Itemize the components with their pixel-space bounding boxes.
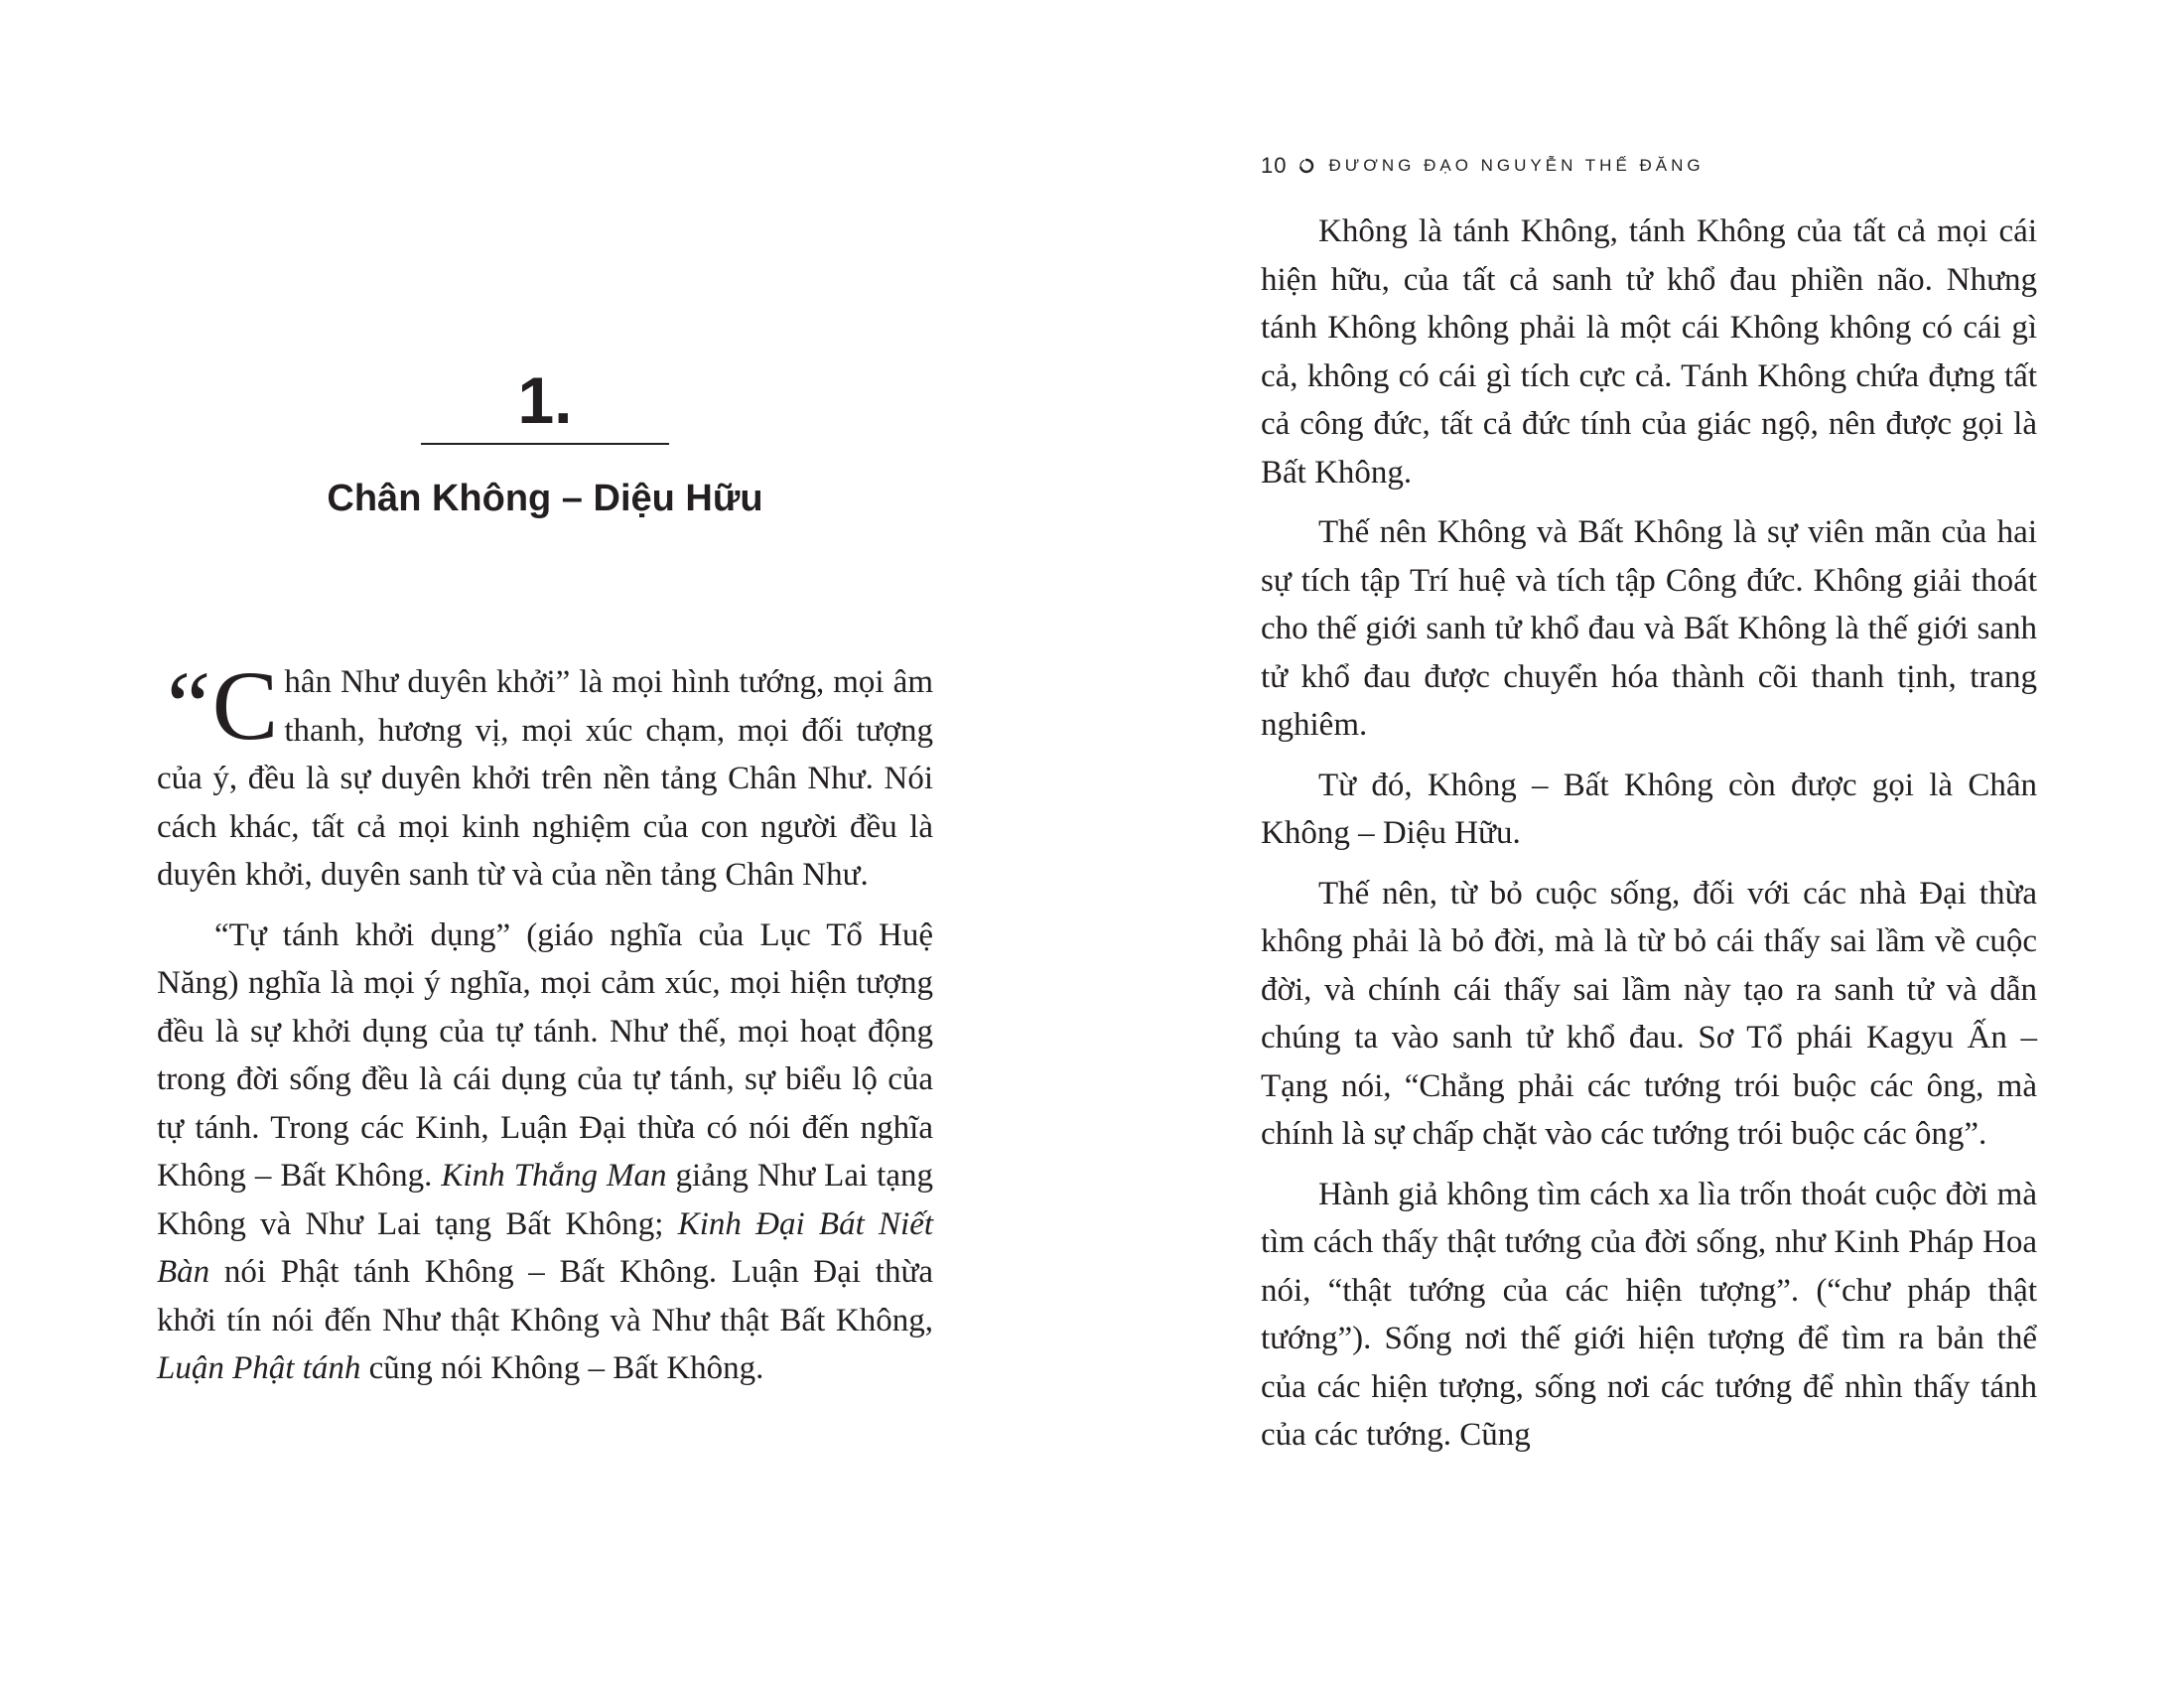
drop-cap bbox=[157, 650, 279, 761]
paragraph-text: nói Phật tánh Không – Bất Không. Luận Đại thừa khởi tín nói đến Như thật Không và Như thật Bất Không, bbox=[157, 1254, 933, 1338]
body-paragraph: Từ đó, Không – Bất Không còn được gọi là Chân Không – Diệu Hữu. bbox=[1261, 767, 2037, 851]
body-paragraph-1 bbox=[157, 650, 933, 900]
paragraph-text: cũng nói Không – Bất Không. bbox=[360, 1350, 764, 1386]
chapter-divider bbox=[421, 443, 669, 445]
chapter-title: Chân Không – Diệu Hữu bbox=[327, 478, 763, 519]
body-paragraph: Thế nên Không và Bất Không là sự viên mãn của hai sự tích tập Trí huệ và tích tập Công đức. Không giải thoát cho thế giới sanh tử khổ đau và Bất Không là thế giới sanh tử khổ đau được chuyển hóa thành cõi thanh tịnh, trang nghiêm. bbox=[1261, 514, 2037, 743]
paragraph-text: “Tự tánh khởi dụng” (giáo nghĩa của Lục Tổ Huệ Năng) nghĩa là mọi ý nghĩa, mọi cảm xúc, mọi hiện tượng đều là sự khởi dụng của tự tánh. Như thế, mọi hoạt động trong đời sống đều là cái dụng của tự tánh, sự biểu lộ của tự tánh. Trong các Kinh, Luận Đại thừa có nói đến nghĩa Không – Bất Không. bbox=[157, 916, 933, 1194]
body-paragraph: Thế nên, từ bỏ cuộc sống, đối với các nhà Đại thừa không phải là bỏ đời, mà là từ bỏ cái thấy sai lầm về cuộc đời, và chính cái thấy sai lầm này tạo ra sanh tử và dẫn chúng ta vào sanh tử khổ đau. Sơ Tổ phái Kagyu Ấn – Tạng nói, “Chẳng phải các tướng trói buộc các ông, mà chính là sự chấp chặt vào các tướng trói buộc các ông”. bbox=[1261, 875, 2037, 1152]
drop-cap-letter: C bbox=[211, 650, 279, 761]
left-page-body bbox=[157, 650, 934, 1405]
running-header bbox=[1261, 151, 1705, 181]
ring-icon bbox=[1298, 158, 1314, 174]
italic-title: Kinh Thắng Man bbox=[441, 1158, 667, 1194]
drop-cap-quote: “ bbox=[157, 650, 212, 761]
body-paragraph: Hành giả không tìm cách xa lìa trốn thoát cuộc đời mà tìm cách thấy thật tướng của đời sống, như Kinh Pháp Hoa nói, “thật tướng của các hiện tượng”. (“chư pháp thật tướng”). Sống nơi thế giới hiện tượng để tìm ra bản thể của các hiện tượng, sống nơi các tướng để nhìn thấy tánh của các tướng. Cũng bbox=[1261, 1176, 2037, 1453]
chapter-number: 1. bbox=[517, 363, 573, 437]
italic-title: Kinh Đại Bát Niết Bàn bbox=[157, 1205, 934, 1290]
right-page bbox=[1092, 0, 2184, 1688]
italic-title: Luận Phật tánh bbox=[157, 1350, 361, 1386]
paragraph-text: hân Như duyên khởi” là mọi hình tướng, mọi âm thanh, hương vị, mọi xúc chạm, mọi đối tượng của ý, đều là sự duyên khởi trên nền tảng Chân Như. Nói cách khác, tất cả mọi kinh nghiệm của con người đều là duyên khởi, duyên sanh từ và của nền tảng Chân Như. bbox=[157, 664, 933, 893]
page-number: 10 bbox=[1261, 153, 1288, 178]
author-name: ĐƯƠNG ĐẠO NGUYỄN THẾ ĐĂNG bbox=[1328, 156, 1705, 175]
paragraph-text: giảng Như Lai tạng Không và Như Lai tạng Bất Không; bbox=[157, 1158, 933, 1242]
right-page-body bbox=[1261, 208, 2037, 1472]
body-paragraph: Không là tánh Không, tánh Không của tất cả mọi cái hiện hữu, của tất cả sanh tử khổ đau phiền não. Nhưng tánh Không không phải là một cái Không không có cái gì cả, không có cái gì tích cực cả. Tánh Không chứa đựng tất cả công đức, tất cả đức tính của giác ngộ, nên được gọi là Bất Không. bbox=[1261, 213, 2037, 491]
body-paragraph-2 bbox=[157, 912, 933, 1393]
